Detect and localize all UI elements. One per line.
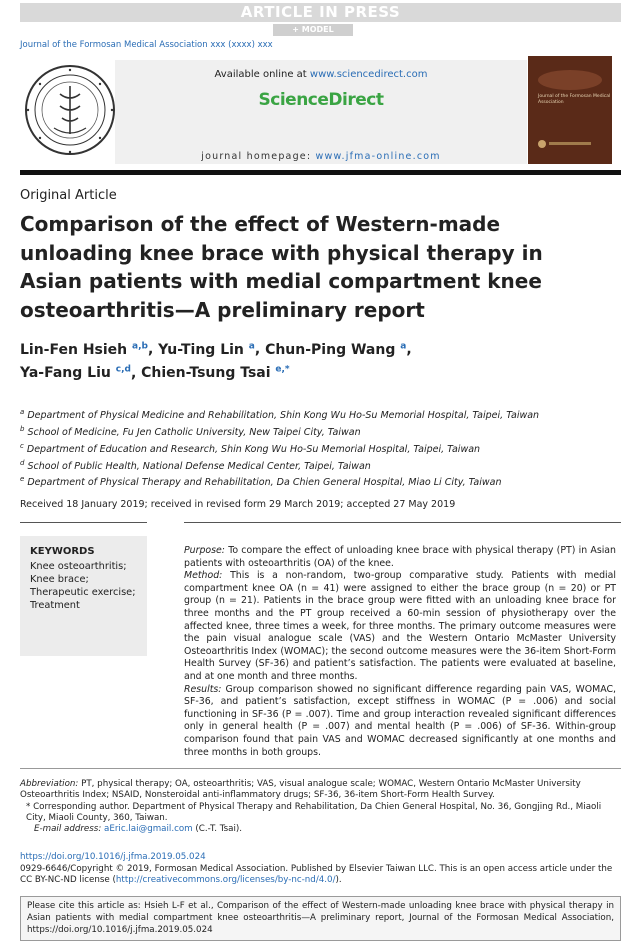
copyright-notice: 0929-6646/Copyright © 2019, Formosan Medical Association. Published by Elsevier Taiwan LLC. This is an open access article under the CC BY-NC-ND license (http://creativecommons.org/licenses/by-nc-nd/4.0/). (20, 864, 613, 886)
available-label: Available online at (214, 69, 307, 80)
sciencedirect-logo[interactable]: ScienceDirect (258, 90, 384, 110)
abstract-purpose: Purpose: To compare the effect of unloading knee brace with physical therapy (PT) in Asian patients with osteoarthritis (OA) of the knee. (184, 545, 616, 569)
author[interactable]: Lin-Fen Hsieh $^{a,b}$ (20, 341, 148, 358)
abstract-method: Method: This is a non-random, two-group comparative study. Patients with medial compartment knee OA (n = 41) were assigned to either the brace group (n = 20) or PT group (n = 21). Patients in the brace group were fitted with an unloading knee brace for three months and the PT group received a 60-min session of physiotherapy over the affected knee, three times a week, for three months. The primary outcome measures were the pain visual analogue scale (VAS) and the Western Ontario McMaster University Osteoarthritis Index (WOMAC); the second outcome measures were the 36-item Short-Form Health Survey (SF-36) and patient’s satisfaction. The patients were evaluated at baseline, and at one month and three months. (184, 570, 616, 682)
footnotes (20, 779, 620, 835)
citation-box: Please cite this article as: Hsieh L-F et al., Comparison of the effect of Western-made unloading knee brace with physical therapy in Asian patients with medial compartment knee osteoarthritis—A preliminary report, Journal of the Formosan Medical Association, https://doi.org/10.1016/j.jfma.2019.05.024 (20, 896, 621, 941)
email-note: E-mail address: aEric.lai@gmail.com (C.-T. Tsai). (34, 824, 243, 835)
article-title: Comparison of the effect of Western-made unloading knee brace with physical therapy in Asian patients with medial compartment knee osteoarthritis—A preliminary report (20, 212, 543, 322)
received-dates: Received 18 January 2019; received in revised form 29 March 2019; accepted 27 May 2019 (20, 499, 456, 510)
keywords-box (20, 536, 147, 656)
author[interactable]: Yu-Ting Lin $^a$ (158, 341, 255, 358)
affiliation-item: $^e$ Department of Physical Therapy and Rehabilitation, Da Chien General Hospital, Miao Li City, Taiwan (20, 475, 502, 489)
sciencedirect-link[interactable]: www.sciencedirect.com (309, 69, 428, 80)
available-online (115, 69, 527, 80)
author[interactable]: Ya-Fang Liu $^{c,d}$ (20, 364, 131, 382)
author-affiliation-marker[interactable]: e,* (275, 364, 290, 375)
keywords-top-rule (20, 522, 147, 523)
cover-publisher-icon (538, 140, 546, 148)
affiliation-item: $^b$ School of Medicine, Fu Jen Catholic University, New Taipei City, Taiwan (20, 424, 361, 439)
abbreviations-note: Abbreviation: PT, physical therapy; OA, osteoarthritis; VAS, visual analogue scale; WOMAC, Western Ontario McMaster University Osteoarthritis Index; NSAID, Nonsteroidal anti-inflammatory drugs; SF-36, 36-item Short-Form Health Survey. (20, 779, 581, 801)
article-type: Original Article (20, 188, 117, 203)
keyword: Knee osteoarthritis; (30, 561, 127, 572)
journal-homepage (115, 151, 527, 162)
homepage-link[interactable]: www.jfma-online.com (315, 151, 441, 162)
license-link[interactable]: http://creativecommons.org/licenses/by-nc-nd/4.0/ (115, 875, 336, 886)
abstract-bottom-rule (20, 768, 621, 769)
masthead-divider (20, 170, 621, 175)
affiliation-list (20, 406, 620, 490)
model-badge: + MODEL (273, 24, 353, 36)
journal-seal-logo (20, 56, 120, 164)
homepage-label: journal homepage: (201, 151, 312, 162)
cover-title: Journal of the Formosan Medical Association (538, 94, 611, 105)
author-affiliation-marker[interactable]: a (248, 341, 255, 351)
keyword: Therapeutic exercise; (30, 587, 136, 598)
abstract-results: Results: Group comparison showed no significant difference regarding pain VAS, WOMAC, SF-36, and patient’s satisfaction, except stiffness in WOMAC (P = .006) and social functioning in SF-36 (P = .007). Time and group interaction revealed significant differences only in general health (P = .007) and mental health (P = .006) of SF-36. Within-group comparison found that pain VAS and WOMAC decreased significantly at one months and three months in both groups. (184, 683, 617, 758)
affiliation-item: $^a$ Department of Physical Medicine and Rehabilitation, Shin Kong Wu Ho-Su Memorial Hospital, Taipei, Taiwan (20, 408, 540, 422)
article-in-press-banner: ARTICLE IN PRESS (20, 3, 621, 22)
journal-reference[interactable]: Journal of the Formosan Medical Association xxx (xxxx) xxx (20, 40, 273, 50)
abstract-top-rule (184, 522, 621, 523)
corresponding-author-note: * Corresponding author. Department of Physical Therapy and Rehabilitation, Da Chien General Hospital, No. 36, Gongjing Rd., Miaoli City, Miaoli County, 360, Taiwan. (26, 801, 602, 823)
author-affiliation-marker[interactable]: a,b (132, 341, 148, 351)
doi-link[interactable]: https://doi.org/10.1016/j.jfma.2019.05.024 (20, 852, 206, 862)
cover-map-graphic (538, 70, 602, 90)
email-link[interactable]: aEric.lai@gmail.com (104, 824, 193, 835)
keyword: Treatment (30, 600, 80, 611)
masthead (20, 56, 621, 168)
cover-publisher-bar (549, 142, 591, 145)
author[interactable]: Chun-Ping Wang $^a$ (265, 341, 407, 358)
affiliation-item: $^c$ Department of Education and Research, Shin Kong Wu Ho-Su Memorial Hospital, Taipei, Taiwan (20, 441, 481, 455)
author-list: Lin-Fen Hsieh $^{a,b}$, Yu-Ting Lin $^a$, Chun-Ping Wang $^a$, Ya-Fang Liu $^{c,d}$, Chien-Tsung Tsai $^{e,*}$ (20, 341, 412, 382)
affiliation-item: $^d$ School of Public Health, National Defense Medical Center, Taipei, Taiwan (20, 458, 371, 472)
author[interactable]: Chien-Tsung Tsai $^{e,*}$ (141, 364, 290, 382)
keyword: Knee brace; (30, 574, 89, 585)
sciencedirect-info-box (115, 60, 527, 164)
author-affiliation-marker[interactable]: c,d (115, 364, 131, 375)
keywords-heading: KEYWORDS (30, 546, 95, 557)
author-affiliation-marker[interactable]: a (400, 341, 407, 351)
journal-cover-image (528, 56, 612, 164)
abstract (184, 545, 616, 759)
